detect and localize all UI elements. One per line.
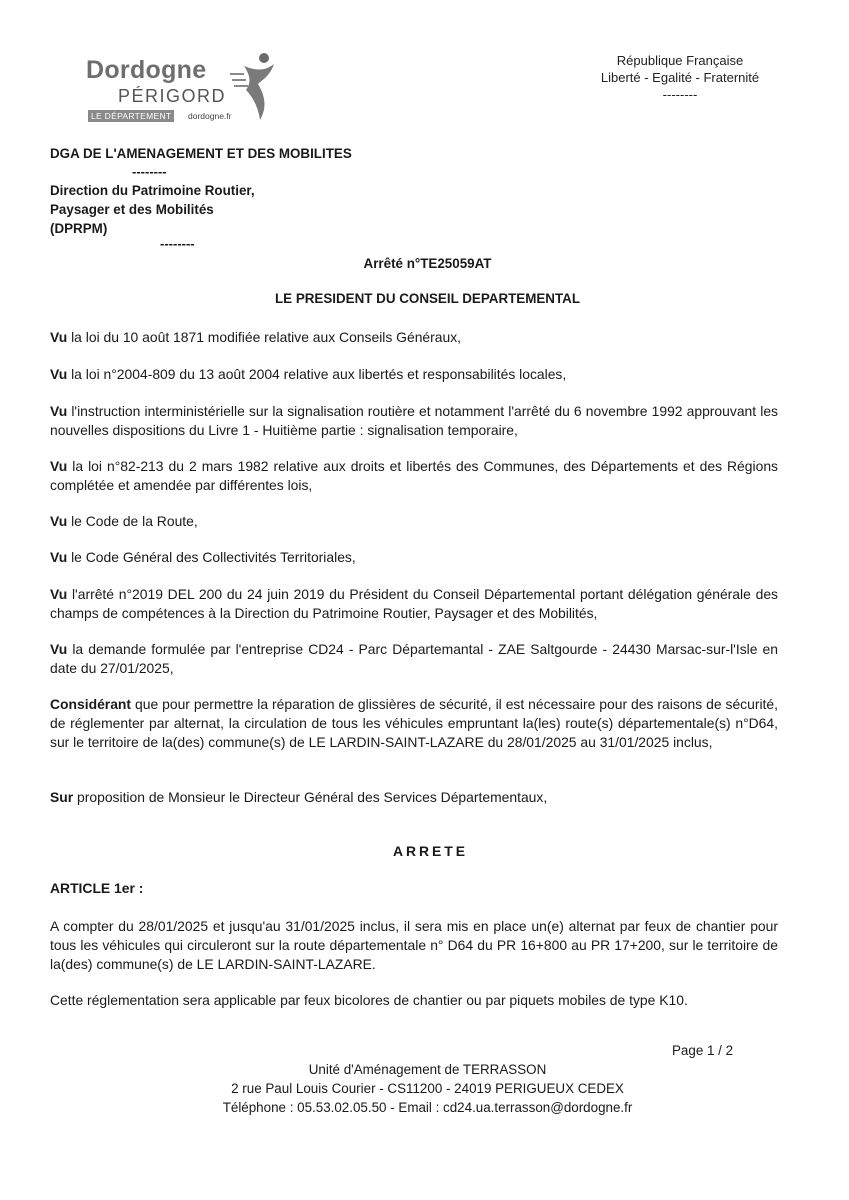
president-heading: LE PRESIDENT DU CONSEIL DEPARTEMENTAL [274,291,581,306]
logo-band-departement: LE DÉPARTEMENT [88,110,174,122]
arrete-number: Arrêté n°TE25059AT [363,256,492,271]
footer-address [0,1060,849,1117]
direction-line: Direction du Patrimoine Routier, [50,183,255,198]
article-1-paragraph: Cette réglementation sera applicable par feux bicolores de chantier ou par piquets mobiles de type K10. [50,992,688,1008]
visa-paragraph: Vu l'arrêté n°2019 DEL 200 du 24 juin 2019 du Président du Conseil Départemental portant délégation générale des champs de compétences à la Direction du Patrimoine Routier, Paysager et des Mobilités, [50,586,778,621]
visa-paragraph: Vu l'instruction interministérielle sur la signalisation routière et notamment l'arrêté du 6 novembre 1992 approuvant les nouvelles dispositions du Livre 1 - Huitième partie : signalisation temporaire, [50,403,778,438]
direction-line: Paysager et des Mobilités [50,202,214,217]
logo-text-perigord: PÉRIGORD [118,86,227,106]
direction-acronym: (DPRPM) [50,221,108,236]
dga-heading: DGA DE L'AMENAGEMENT ET DES MOBILITES [50,146,352,161]
page-number: Page 1 / 2 [672,1043,734,1058]
considerant-paragraph: Considérant que pour permettre la réparation de glissières de sécurité, il est nécessaire pour des raisons de sécurité, de réglementer par alternat, la circulation de tous les véhicules empruntant la(les) route(s) départementale(s) n°D64, sur le territoire de la(des) commune(s) de LE LARDIN-SAINT-LAZARE du 28/01/2025 au 31/01/2025 inclus, [50,696,778,750]
direction-block [50,181,255,238]
separator: -------- [132,164,167,179]
visa-paragraph: Vu le Code de la Route, [50,513,198,529]
footer-address-line: 2 rue Paul Louis Courier - CS11200 - 24019 PERIGUEUX CEDEX [231,1081,624,1096]
arrete-title: ARRETE [392,843,469,859]
separator: -------- [160,236,195,251]
visa-paragraph: Vu la loi du 10 août 1871 modifiée relative aux Conseils Généraux, [50,329,462,345]
motto-line: Liberté - Egalité - Fraternité [600,70,760,85]
article-1-title: ARTICLE 1er : [50,880,144,896]
republic-line: République Française [616,53,744,68]
visa-paragraph: Vu la loi n°82-213 du 2 mars 1982 relative aux droits et libertés des Communes, des Départements et des Régions complétée et amendée par différentes lois, [50,458,778,493]
visa-paragraph: Vu la demande formulée par l'entreprise CD24 - Parc Départemantal - ZAE Saltgourde - 24430 Marsac-sur-l'Isle en date du 27/01/2025, [50,641,778,676]
visa-paragraph: Vu la loi n°2004-809 du 13 août 2004 relative aux libertés et responsabilités locales, [50,366,567,382]
article-1-paragraph: A compter du 28/01/2025 et jusqu'au 31/01/2025 inclus, il sera mis en place un(e) alternat par feux de chantier pour tous les véhicules qui circuleront sur la route départementale n° D64 du PR 16+800 au PR 17+200, sur le territoire de la(des) commune(s) de LE LARDIN-SAINT-LAZARE. [50,918,778,972]
republic-separator: -------- [662,87,698,102]
footer-contact: Téléphone : 05.53.02.05.50 - Email : cd24.ua.terrasson@dordogne.fr [222,1100,633,1115]
logo-figure-icon [230,50,282,122]
logo-text-dordogne: Dordogne [86,56,207,84]
proposition-paragraph: Sur proposition de Monsieur le Directeur Général des Services Départementaux, [50,789,548,805]
republic-header [560,52,800,103]
footer-unit: Unité d'Aménagement de TERRASSON [308,1062,547,1077]
logo-website: dordogne.fr [188,111,232,121]
visa-paragraph: Vu le Code Général des Collectivités Territoriales, [50,549,356,565]
dordogne-logo [84,50,284,128]
